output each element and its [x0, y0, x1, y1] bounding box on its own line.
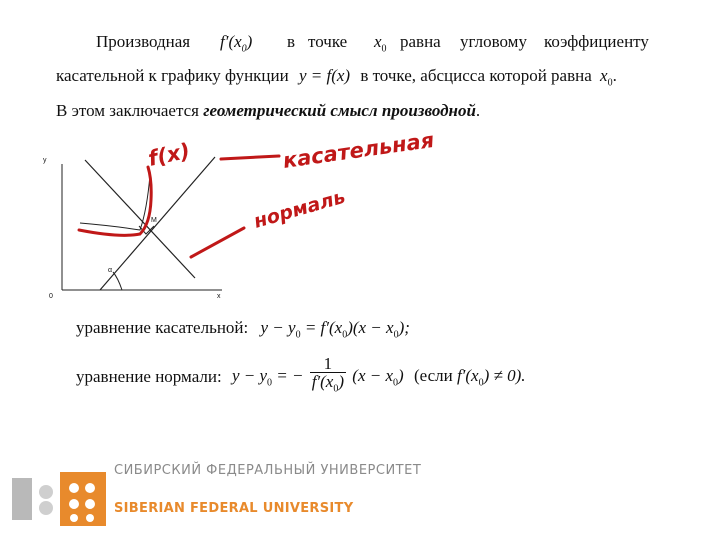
logo-white-dot-6	[86, 514, 94, 522]
logo-text-russian: СИБИРСКИЙ ФЕДЕРАЛЬНЫЙ УНИВЕРСИТЕТ	[114, 463, 422, 478]
logo-white-dot-5	[70, 514, 78, 522]
normal-equation-row	[76, 356, 526, 398]
label-normal-handwritten: нормаль	[251, 185, 348, 233]
normal-pointer	[191, 228, 244, 257]
tangent-equation-row	[76, 318, 410, 340]
logo-white-dot-2	[85, 483, 95, 493]
paragraph-line-3: В этом заключается геометрический смысл производной.	[56, 101, 481, 120]
logo-text-english: SIBERIAN FEDERAL UNIVERSITY	[114, 501, 354, 516]
tangent-equation: $y - y_0 = f'(x_0)(x - x_0)$;	[260, 318, 410, 341]
logo-gray-dot-2	[39, 501, 53, 515]
function-y-fx: y = f(x)	[298, 66, 351, 85]
normal-condition: (если $f'(x_0) \ne 0$).	[413, 366, 526, 389]
word-koefficientu: коэффициенту	[544, 32, 649, 51]
tangent-equation-label: уравнение касательной:	[76, 318, 249, 337]
logo-orange-block	[60, 472, 106, 526]
word-v: в	[287, 32, 296, 51]
angle-arc	[113, 272, 122, 290]
x-axis-label: x	[217, 293, 221, 300]
origin-label: 0	[49, 293, 53, 300]
logo-white-dot-1	[69, 483, 79, 493]
label-fx-handwritten: f(x)	[146, 138, 193, 171]
sfu-logo-mark	[12, 468, 112, 530]
tangent-pointer	[221, 156, 279, 159]
derivative-expression: $f'(x_0)$	[220, 32, 253, 55]
x0-symbol: $x_0$	[374, 32, 387, 55]
logo-white-dot-4	[85, 499, 95, 509]
word-ravna: равна	[400, 32, 441, 51]
logo-gray-block	[12, 478, 32, 520]
normal-equation: $y - y_0$ = − $\frac{1}{f'(x_0)}$ $(x - x_0)$	[232, 366, 408, 385]
function-curve	[80, 175, 150, 230]
word-uglovomu: угловому	[460, 32, 527, 51]
x0-symbol-2: $x_0$	[600, 66, 613, 89]
tangent-line	[100, 157, 215, 290]
normal-fraction: $\frac{1}{f'(x_0)}$	[310, 356, 346, 398]
function-curve-highlight	[79, 167, 151, 235]
point-m-label: M	[151, 217, 157, 224]
word-tochke: точке	[308, 32, 348, 51]
normal-equation-label: уравнение нормали:	[76, 367, 222, 387]
paragraph-line-2: касательной к графику функции y = f(x) в точке, абсцисса которой равна $x_0$.	[56, 66, 617, 89]
y-axis-label: y	[43, 157, 47, 164]
emphasis-geometric-meaning: геометрический смысл производной	[203, 101, 476, 120]
angle-label: α	[108, 267, 113, 274]
label-tangent-handwritten: касательная	[281, 127, 436, 173]
logo-white-dot-3	[69, 499, 79, 509]
word-proizvodnaya: Производная	[96, 32, 191, 51]
normal-line	[85, 160, 195, 278]
logo-gray-dot-1	[39, 485, 53, 499]
